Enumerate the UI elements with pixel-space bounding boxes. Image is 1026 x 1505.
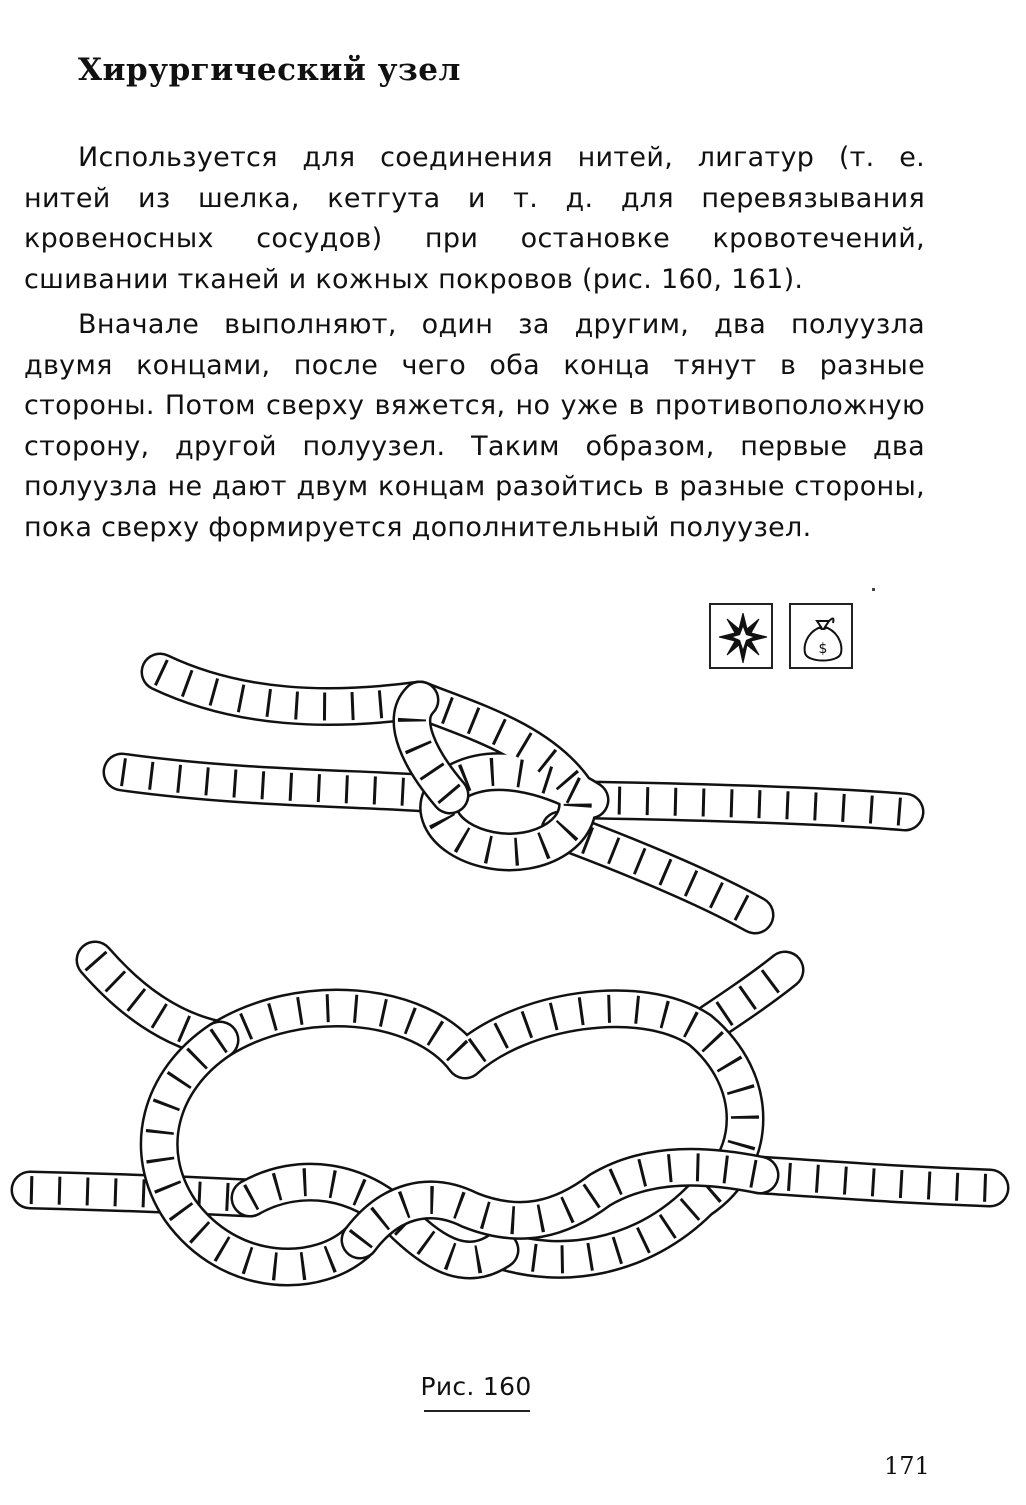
page-number: 171 [884,1452,930,1480]
paragraph-usage: Используется для соединения нитей, лигатур (т. е. нитей из шелка, кетгута и т. д. для перевязывания кровеносных сосудов) при остановке кровотечений, сшивании тканей и кожных покровов (рис. 160, 161). [24,142,925,295]
print-speck [872,588,875,591]
lower-right-strand [760,1175,990,1188]
surgical-knot-illustration [0,640,1026,1370]
lower-loop-left [159,1040,360,1267]
lower-left-strand [30,1190,250,1198]
paragraph-procedure: Вначале выполняют, один за другим, два полуузла двумя концами, после чего оба конца тянут в разные стороны. Потом сверху вяжется, но уже в противоположную сторону, другой полуузел. Таким образом, первые два полуузла не дают двум концам разойтись в разные стороны, пока сверху формируется дополнительный полуузел. [24,309,925,543]
upper-left-lower-strand [122,772,450,795]
svg-text:$: $ [818,641,828,657]
section-title: Хирургический узел [78,52,461,88]
lower-left-upper-tail [95,960,220,1040]
upper-right-strand [590,800,905,812]
upper-left-upper-strand [160,672,420,707]
caption-underline [424,1410,530,1412]
rope-drawing [0,640,1026,1370]
upper-right-tail-strand [560,830,755,915]
figure-caption: Рис. 160 [420,1372,532,1401]
